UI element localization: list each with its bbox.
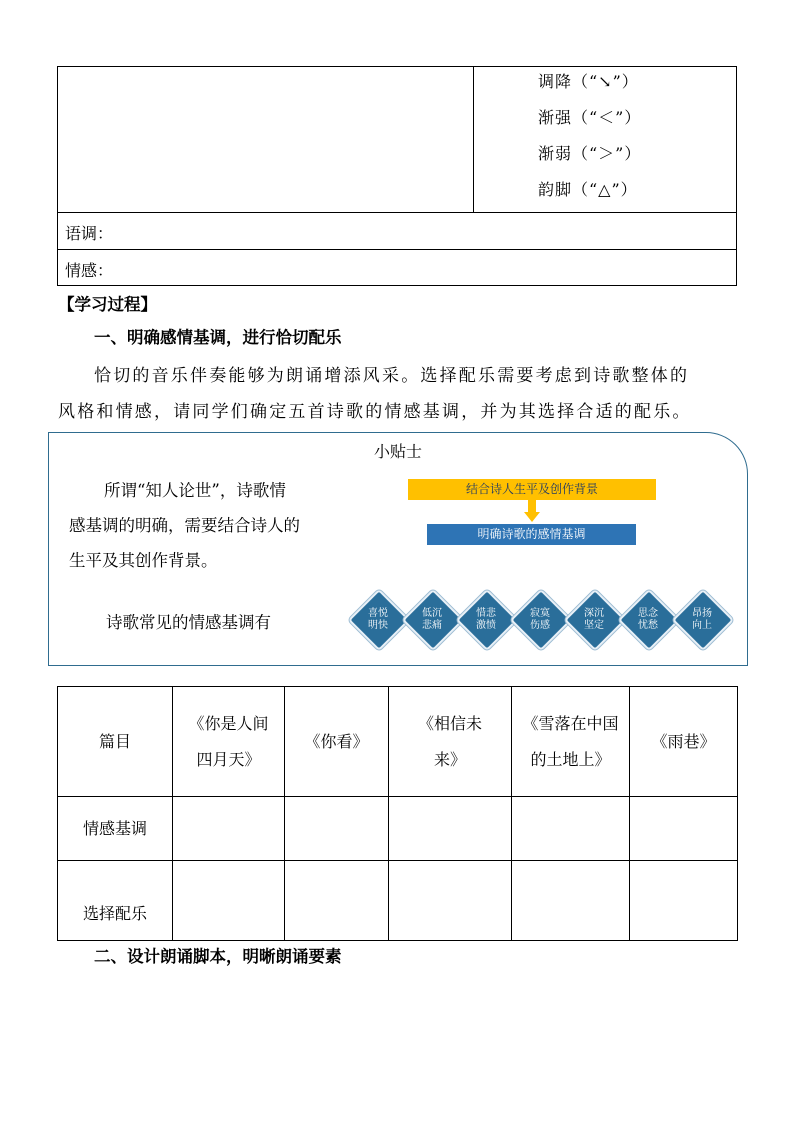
emotion-cell[interactable] [285, 797, 389, 861]
music-cell[interactable] [173, 861, 285, 941]
tips-title: 小贴士 [373, 442, 422, 461]
paragraph-line-1: 恰切的音乐伴奏能够为朗诵增添风采。选择配乐需要考虑到诗歌整体的 [94, 366, 690, 386]
emotion-cell[interactable] [173, 797, 285, 861]
tips-text-line-3: 生平及其创作背景。 [69, 551, 218, 570]
table-row [58, 687, 738, 797]
flow-step-tone: 明确诗歌的感情基调 [427, 524, 636, 545]
emotion-row-label: 情感： [65, 261, 114, 280]
music-cell[interactable] [630, 861, 738, 941]
section-label: 【学习过程】 [58, 295, 157, 314]
paragraph-line-2: 风格和情感，请同学们确定五首诗歌的情感基调，并为其选择合适的配乐。 [58, 402, 692, 422]
mark-falling-tone: 调降（“↘”） [538, 72, 639, 91]
tones-label: 诗歌常见的情感基调有 [106, 613, 271, 632]
mark-crescendo: 渐强（“＜”） [538, 108, 642, 127]
poem-title: 《相信未来》 [389, 687, 512, 797]
poem-title: 《雪落在中国的土地上》 [512, 687, 630, 797]
emotional-tones-list [347, 588, 733, 650]
tone-diamond: 惜悲 激愤 [455, 588, 517, 650]
poem-title: 《你看》 [285, 687, 389, 797]
tone-diamond: 寂寞 伤感 [509, 588, 571, 650]
poem-tone-music-table [57, 686, 738, 941]
emotion-cell[interactable] [389, 797, 512, 861]
tone-row-label: 语调： [65, 224, 114, 243]
emotion-cell[interactable] [512, 797, 630, 861]
tips-box [48, 432, 748, 666]
heading-one: 一、明确感情基调，进行恰切配乐 [94, 328, 342, 347]
poem-title: 《你是人间四月天》 [173, 687, 285, 797]
tone-diamond: 喜悦 明快 [347, 588, 409, 650]
row-header-emotion: 情感基调 [58, 797, 173, 861]
arrow-down-icon [524, 500, 540, 522]
poem-title: 《雨巷》 [630, 687, 738, 797]
reading-marks-table [57, 66, 737, 286]
tone-diamond: 昂扬 向上 [671, 588, 733, 650]
emotion-cell[interactable] [630, 797, 738, 861]
tone-diamond: 低沉 悲痛 [401, 588, 463, 650]
tips-text-line-2: 感基调的明确，需要结合诗人的 [69, 516, 300, 535]
table-row [58, 861, 738, 941]
mark-rhyme: 韵脚（“△”） [538, 180, 638, 199]
heading-two: 二、设计朗诵脚本，明晰朗诵要素 [94, 947, 342, 966]
music-cell[interactable] [285, 861, 389, 941]
reading-text-cell [57, 66, 474, 213]
marks-legend-cell [473, 66, 737, 213]
tone-diamond: 深沉 坚定 [563, 588, 625, 650]
flow-step-background: 结合诗人生平及创作背景 [408, 479, 656, 500]
row-header-title: 篇目 [58, 687, 173, 797]
table-row [58, 797, 738, 861]
music-cell[interactable] [389, 861, 512, 941]
emotion-row [57, 249, 737, 286]
row-header-music: 选择配乐 [58, 861, 173, 941]
tone-row [57, 212, 737, 250]
mark-decrescendo: 渐弱（“＞”） [538, 144, 642, 163]
tips-text-line-1: 所谓“知人论世”，诗歌情 [104, 481, 286, 500]
music-cell[interactable] [512, 861, 630, 941]
tone-diamond: 思念 忧愁 [617, 588, 679, 650]
